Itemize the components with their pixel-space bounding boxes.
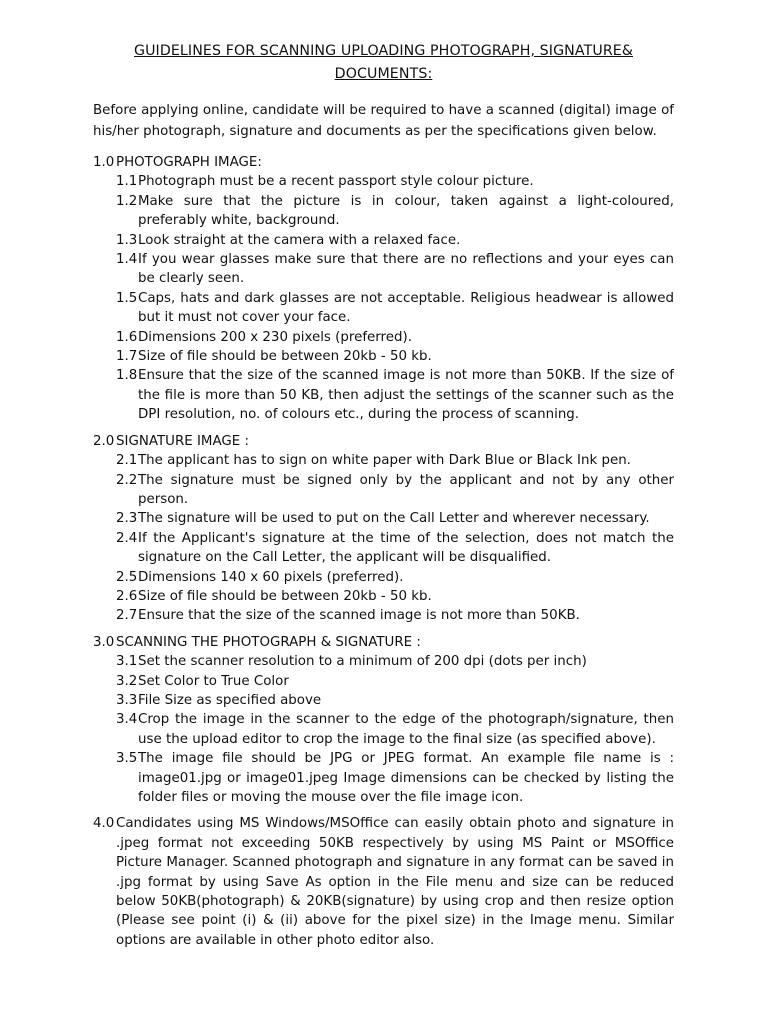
list-item — [93, 289, 674, 328]
item-text: Size of file should be between 20kb - 50 kb. — [138, 588, 432, 604]
sections-container — [93, 153, 674, 950]
item-text: If you wear glasses make sure that there are no reflections and your eyes can be clearly seen. — [138, 252, 674, 287]
list-item — [93, 328, 674, 347]
section-number: 3.0 — [93, 634, 115, 650]
section-heading-text: Candidates using MS Windows/MSOffice can easily obtain photo and signature in .jpeg format not exceeding 50KB respectively by using MS Paint or MSOffice Picture Manager. Scanned photograph and signature in any format can be saved in .jpg format by using Save As option in the File menu and size can be reduced below 50KB(photograph) & 20KB(signature) by using crop and then resize option (Please see point (i) & (ii) above for the pixel size) in the Image menu. Similar options are available in other photo editor also. — [116, 816, 674, 948]
item-text: Dimensions 200 x 230 pixels (preferred). — [138, 329, 412, 345]
item-text: Set the scanner resolution to a minimum of 200 dpi (dots per inch) — [138, 654, 587, 670]
item-number: 2.1 — [116, 453, 138, 469]
item-text: The applicant has to sign on white paper with Dark Blue or Black Ink pen. — [138, 453, 631, 469]
list-item — [93, 587, 674, 606]
item-text: Crop the image in the scanner to the edge of the photograph/signature, then use the upload editor to crop the image to the final size (as specified above). — [138, 712, 674, 747]
item-number: 1.7 — [116, 349, 138, 365]
item-number: 3.5 — [116, 751, 138, 767]
item-number: 1.8 — [116, 368, 138, 384]
item-text: Ensure that the size of the scanned image is not more than 50KB. — [138, 608, 580, 624]
item-list — [93, 652, 674, 807]
section-heading — [93, 432, 674, 451]
item-text: The signature must be signed only by the applicant and not by any other person. — [138, 472, 674, 507]
item-text: Ensure that the size of the scanned image is not more than 50KB. If the size of the file is more than 50 KB, then adjust the settings of the scanner such as the DPI resolution, no. of colours etc., during the process of scanning. — [138, 368, 674, 423]
section-number: 4.0 — [93, 816, 115, 832]
list-item — [93, 568, 674, 587]
item-text: Photograph must be a recent passport style colour picture. — [138, 174, 534, 190]
list-item — [93, 250, 674, 289]
item-text: Dimensions 140 x 60 pixels (preferred). — [138, 569, 404, 585]
item-text: The signature will be used to put on the Call Letter and wherever necessary. — [138, 511, 650, 527]
list-item — [93, 231, 674, 250]
list-item — [93, 691, 674, 710]
item-number: 3.4 — [116, 712, 138, 728]
item-number: 1.1 — [116, 174, 138, 190]
list-item — [93, 347, 674, 366]
item-number: 2.3 — [116, 511, 138, 527]
item-number: 1.2 — [116, 193, 138, 209]
section-heading — [93, 153, 674, 172]
item-text: The image file should be JPG or JPEG format. An example file name is : image01.jpg or image01.jpeg Image dimensions can be checked by listing the folder files or moving the mouse over the file image icon. — [138, 751, 674, 805]
item-text: Look straight at the camera with a relaxed face. — [138, 232, 461, 248]
item-number: 2.7 — [116, 608, 138, 624]
list-item — [93, 672, 674, 691]
list-item — [93, 192, 674, 231]
intro-paragraph: Before applying online, candidate will be required to have a scanned (digital) image of his/her photograph, signature and documents as per the specifications given below. — [93, 103, 674, 139]
section-number: 2.0 — [93, 433, 115, 449]
item-number: 2.4 — [116, 530, 138, 546]
section-heading — [93, 814, 674, 950]
item-number: 3.1 — [116, 654, 138, 670]
item-number: 1.6 — [116, 329, 138, 345]
item-number: 1.5 — [116, 290, 138, 306]
item-number: 1.4 — [116, 252, 138, 268]
item-list — [93, 451, 674, 626]
item-number: 3.2 — [116, 673, 138, 689]
title-line-2: DOCUMENTS: — [334, 66, 433, 82]
list-item — [93, 471, 674, 510]
item-text: Make sure that the picture is in colour, taken against a light-coloured, preferably white, background. — [138, 193, 674, 229]
page-title — [93, 40, 674, 86]
item-number: 2.5 — [116, 569, 138, 585]
item-text: Size of file should be between 20kb - 50 kb. — [138, 349, 432, 365]
item-text: If the Applicant's signature at the time of the selection, does not match the signature on the Call Letter, the applicant will be disqualified. — [138, 530, 674, 566]
section-heading — [93, 633, 674, 652]
section-heading-text: PHOTOGRAPH IMAGE: — [116, 155, 262, 170]
item-number: 2.6 — [116, 588, 138, 604]
list-item — [93, 606, 674, 625]
list-item — [93, 749, 674, 807]
item-number: 1.3 — [116, 232, 138, 248]
section-2-0 — [93, 432, 674, 626]
list-item — [93, 172, 674, 191]
list-item — [93, 529, 674, 568]
list-item — [93, 652, 674, 671]
section-3-0 — [93, 633, 674, 808]
list-item — [93, 710, 674, 749]
item-text: Set Color to True Color — [138, 673, 289, 689]
item-list — [93, 172, 674, 424]
section-heading-text: SCANNING THE PHOTOGRAPH & SIGNATURE : — [116, 634, 421, 650]
item-number: 2.2 — [116, 472, 138, 488]
item-text: File Size as specified above — [138, 692, 322, 708]
section-1-0 — [93, 153, 674, 425]
list-item — [93, 366, 674, 424]
section-4-0 — [93, 814, 674, 950]
list-item — [93, 509, 674, 528]
item-text: Caps, hats and dark glasses are not acceptable. Religious headwear is allowed but it must not cover your face. — [138, 290, 674, 326]
item-number: 3.3 — [116, 692, 138, 708]
list-item — [93, 451, 674, 470]
section-heading-text: SIGNATURE IMAGE : — [116, 433, 249, 449]
title-line-1: GUIDELINES FOR SCANNING UPLOADING PHOTOGRAPH, SIGNATURE& — [133, 43, 634, 59]
section-number: 1.0 — [93, 155, 115, 170]
